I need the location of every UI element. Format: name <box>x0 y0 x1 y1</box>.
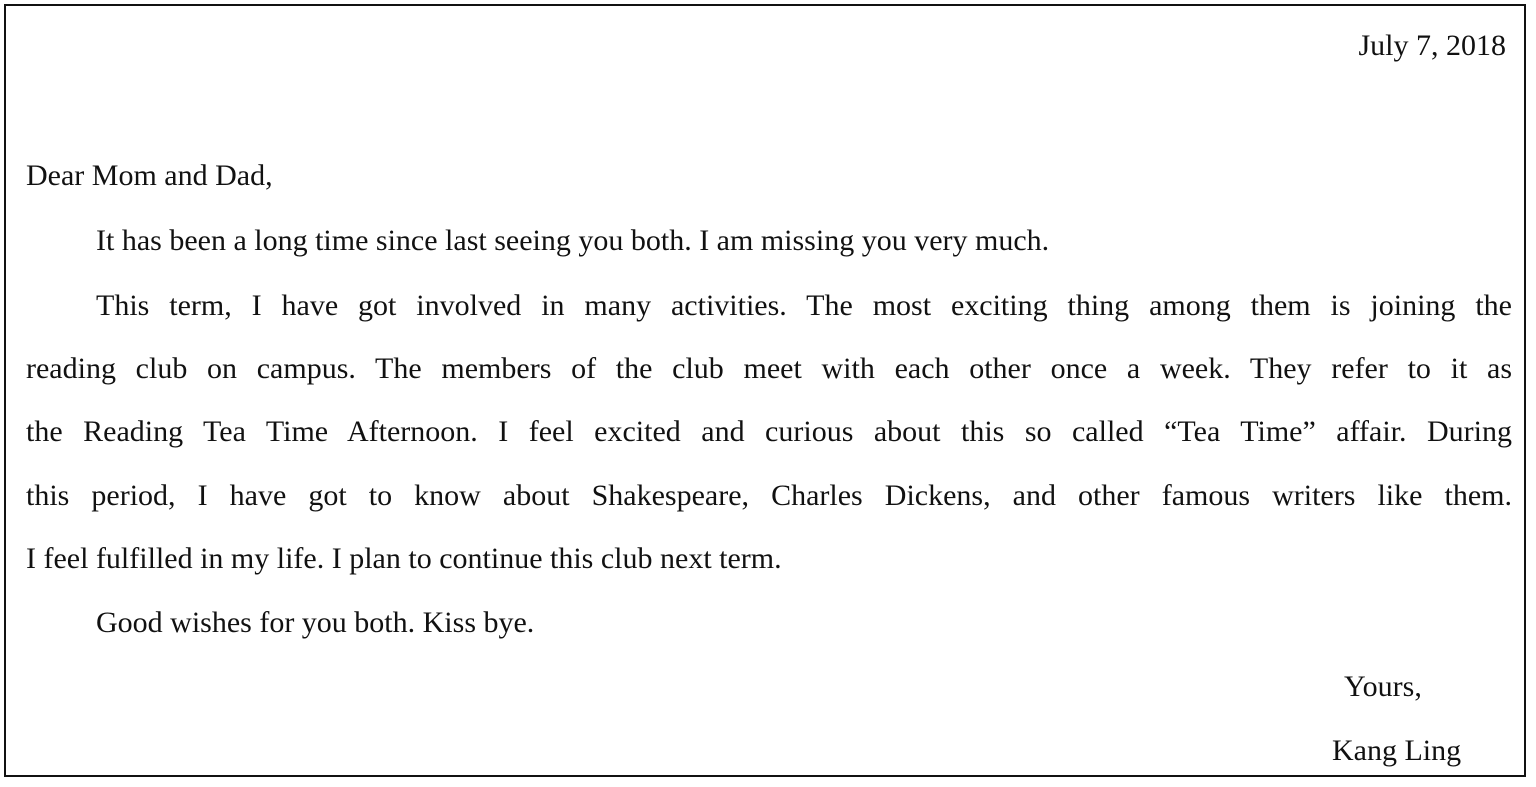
paragraph-2-line-2: reading club on campus. The members of the club meet with each other once a week. They refer to it as <box>26 352 1512 385</box>
letter-frame <box>4 4 1526 777</box>
paragraph-2-line-4: this period, I have got to know about Shakespeare, Charles Dickens, and other famous writers like them. <box>26 479 1512 512</box>
paragraph-2-line-5: I feel fulfilled in my life. I plan to continue this club next term. <box>26 542 782 575</box>
paragraph-1: It has been a long time since last seeing you both. I am missing you very much. <box>96 224 1050 257</box>
letter-closing: Yours, <box>1344 670 1422 703</box>
letter-salutation: Dear Mom and Dad, <box>26 159 273 192</box>
paragraph-3: Good wishes for you both. Kiss bye. <box>96 606 535 639</box>
letter-date: July 7, 2018 <box>1358 29 1506 62</box>
paragraph-2-line-1: This term, I have got involved in many activities. The most exciting thing among them is joining the <box>96 289 1512 322</box>
paragraph-2-line-3: the Reading Tea Time Afternoon. I feel excited and curious about this so called “Tea Time” affair. During <box>26 415 1512 448</box>
letter-signature: Kang Ling <box>1332 734 1462 767</box>
